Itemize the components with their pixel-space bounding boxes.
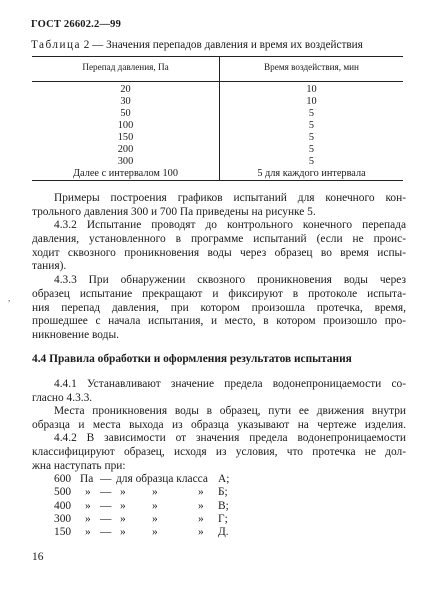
paragraph-4-3-3: [32, 274, 406, 343]
section-title: 4.4 Правила обработки и оформления результатов испытания: [32, 353, 352, 365]
text-line: 4.3.2 Испытание проводят до контрольного конечного перепада: [54, 219, 406, 231]
text-line: 4.4.1 Устанавливают значение предела водонепроницаемости со-: [54, 378, 406, 390]
class-dash: —: [100, 526, 112, 538]
class-letter: А;: [218, 473, 230, 485]
ditto-mark: »: [85, 526, 91, 538]
class-dash: —: [100, 500, 112, 512]
table-caption: [31, 39, 363, 51]
text-line: классифицируют образец, исходя из условия, что протечка не дол-: [32, 445, 406, 458]
table-cell-pressure: 200: [117, 144, 134, 155]
class-letter: Д.: [218, 526, 229, 538]
class-dash: —: [100, 513, 112, 525]
text-line: Места проникновения воды в образец, пути ее движения внутри: [54, 405, 406, 417]
table-cell-pressure: 150: [117, 132, 134, 143]
class-dash: —: [100, 486, 112, 498]
table-cell-duration: 5: [308, 144, 315, 155]
ditto-mark: »: [85, 486, 91, 498]
text-line: прошедшее с начала испытания, и место, в котором произошло про-: [32, 315, 406, 328]
table-row: [32, 120, 403, 132]
table-cell-duration: 10: [306, 84, 317, 95]
ditto-mark: »: [152, 513, 158, 525]
class-unit: Па: [80, 473, 94, 485]
table-cell-pressure: 30: [120, 96, 131, 107]
class-description: для образца класса: [116, 473, 208, 485]
table-row: [32, 132, 403, 144]
ditto-mark: »: [85, 513, 91, 525]
table-row: [32, 84, 403, 96]
table-cell-duration: 5: [308, 120, 315, 131]
class-pressure: 400: [54, 500, 72, 512]
table-cell-duration: 5: [308, 132, 315, 143]
ditto-mark: »: [198, 513, 204, 525]
table-cell-pressure: 20: [120, 84, 131, 95]
paragraph-4-4-1: [32, 378, 406, 406]
text-line: тания).: [32, 260, 67, 273]
paragraph-4-3-2: [32, 219, 406, 274]
text-line: Примеры построения графиков испытаний для конечного кон-: [54, 192, 406, 204]
class-pressure: 300: [54, 513, 72, 525]
table-caption-text: 2 — Значения перепадов давления и время их воздействия: [83, 39, 363, 51]
text-line: никновение воды.: [32, 329, 119, 342]
table-header-pressure: Перепад давления, Па: [82, 62, 169, 72]
table-cell-pressure: 50: [120, 108, 131, 119]
ditto-mark: »: [198, 500, 204, 512]
margin-mark: ,: [8, 293, 11, 303]
class-pressure: 500: [54, 486, 72, 498]
pressure-table: [32, 56, 403, 181]
text-line: образец испытание прекращают и фиксируют в протоколе испыта-: [32, 287, 406, 300]
class-letter: Г;: [218, 513, 228, 525]
ditto-mark: »: [152, 500, 158, 512]
ditto-mark: »: [120, 513, 126, 525]
page-number: 16: [32, 551, 44, 563]
table-cell-duration: 5: [308, 108, 315, 119]
text-line: образца и места выхода из образца указывают на чертеже изделия.: [32, 418, 406, 431]
table-cell-pressure: Далее с интервалом 100: [73, 168, 178, 179]
class-pressure: 600: [54, 473, 72, 485]
table-row: [32, 168, 403, 180]
text-line: ходит сквозного проникновения воды через образец во время испы-: [32, 246, 406, 259]
document-header: ГОСТ 26602.2—99: [31, 19, 122, 30]
ditto-mark: »: [120, 526, 126, 538]
ditto-mark: »: [152, 486, 158, 498]
table-row: [32, 108, 403, 120]
paragraph-4-4-2: [32, 432, 406, 473]
class-dash: —: [100, 473, 112, 485]
table-header-duration: Время воздействия, мин: [264, 62, 359, 72]
ditto-mark: »: [85, 500, 91, 512]
table-row: [32, 144, 403, 156]
paragraph-water-paths: [32, 405, 406, 433]
text-line: гласно 4.3.3.: [32, 391, 93, 404]
text-line: 4.3.3 При обнаружении сквозного проникновения воды через: [54, 274, 406, 286]
text-line: жна наступать при:: [32, 459, 126, 472]
ditto-mark: »: [198, 526, 204, 538]
text-line: ния перепад давления, при котором произошла протечка, время,: [32, 301, 406, 314]
class-pressure: 150: [54, 526, 72, 538]
class-letter: В;: [218, 500, 229, 512]
table-cell-duration: 10: [306, 96, 317, 107]
ditto-mark: »: [198, 486, 204, 498]
table-header-divider: [32, 81, 403, 82]
table-cell-pressure: 100: [117, 120, 134, 131]
text-line: давления, установленного в программе испытаний (если не проис-: [32, 232, 406, 245]
ditto-mark: »: [120, 500, 126, 512]
table-caption-label: Таблица: [31, 39, 81, 51]
class-letter: Б;: [218, 486, 228, 498]
table-cell-duration: 5 для каждого интервала: [257, 168, 366, 179]
table-row: [32, 156, 403, 168]
ditto-mark: »: [152, 526, 158, 538]
table-cell-pressure: 300: [117, 156, 134, 167]
table-row: [32, 96, 403, 108]
text-line: трольного давления 300 и 700 Па приведены на рисунке 5.: [32, 205, 316, 218]
ditto-mark: »: [120, 486, 126, 498]
table-cell-duration: 5: [308, 156, 315, 167]
text-line: 4.4.2 В зависимости от значения предела водонепроницаемости: [54, 432, 406, 444]
paragraph-examples: [32, 192, 406, 220]
